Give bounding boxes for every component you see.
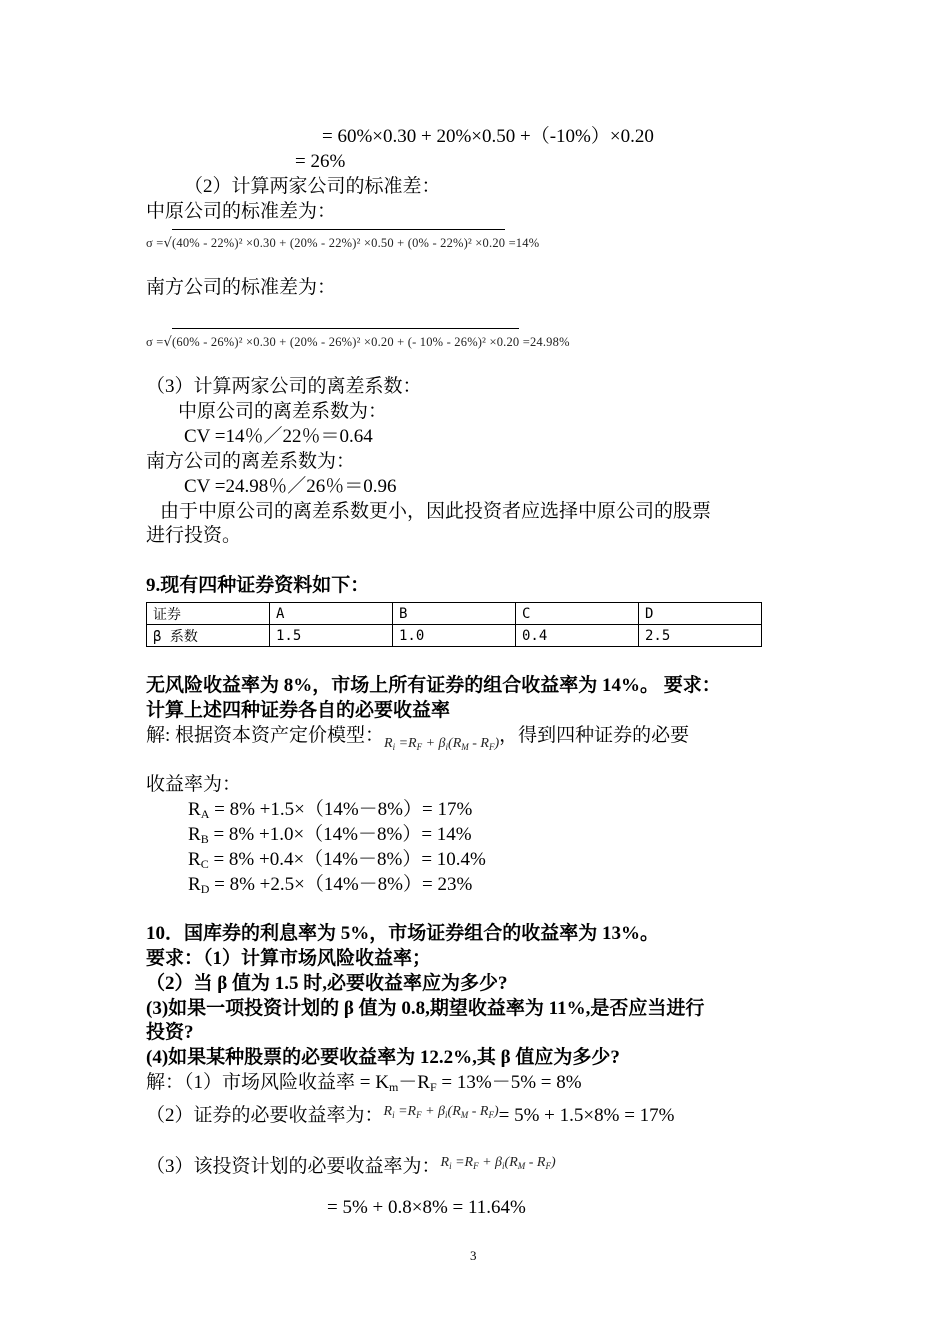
zhongyuan-cv-label: 中原公司的离差系数为： [178, 401, 388, 422]
q10-req-3: (3)如果一项投资计划的 β 值为 0.8,期望收益率为 11%,是否应当进行 [146, 998, 705, 1019]
q10-req-4: (4)如果某种股票的必要收益率为 12.2%,其 β 值应为多少? [146, 1047, 620, 1068]
beta-table [146, 602, 762, 647]
step-2-heading: （2）计算两家公司的标准差： [184, 176, 441, 197]
table-cell: C [516, 603, 639, 625]
q10-answer-2: （2）证券的必要收益率为：$^{R_i =R_F + \beta_i(R_M - R_F)}$= 5% + 1.5×8% = 17% [146, 1104, 675, 1126]
q9-solution-intro [146, 724, 689, 756]
table-cell: 0.4 [516, 625, 639, 647]
zhongyuan-cv-value: CV =14％／22％＝0.64 [184, 426, 373, 447]
q10-req-2: （2）当 β 值为 1.5 时,必要收益率应为多少? [146, 973, 508, 994]
q10-answer-3: （3）该投资计划的必要收益率为：$^{R_i =R_F + \beta_i(R_M - R_F)}$ [146, 1155, 556, 1177]
q9-heading: 9.现有四种证券资料如下： [146, 575, 370, 596]
nanfang-sd-radicand: (60% - 26%)² ×0.30 + (20% - 26%)² ×0.20 + (- 10% - 26%)² ×0.20 [172, 328, 519, 354]
table-row [147, 625, 762, 647]
table-cell: B [393, 603, 516, 625]
nanfang-sd-formula: σ =√(60% - 26%)² ×0.30 + (20% - 26%)² ×0.20 + (- 10% - 26%)² ×0.20 =24.98% [146, 328, 570, 355]
table-cell: 证券 [147, 603, 270, 625]
page-number: 3 [470, 1248, 477, 1263]
expected-return-line: = 60%×0.30 + 20%×0.50 +（-10%）×0.20 [322, 126, 654, 147]
table-cell: 2.5 [639, 625, 762, 647]
q10-req-1: 要求：（1）计算市场风险收益率； [146, 948, 432, 969]
required-return-d: $R_D = 8\% +2.5\times(14\%-8\%)= 23\%$ [188, 874, 473, 896]
table-cell: D [639, 603, 762, 625]
table-cell: 1.0 [393, 625, 516, 647]
expected-return-result: = 26% [295, 151, 346, 172]
required-return-a: $R_A = 8\% +1.5\times(14\%-8\%)= 17\%$ [188, 799, 473, 821]
q9-solution-tail: ，得到四种证券的必要 [499, 725, 690, 746]
q9-requirement: 计算上述四种证券各自的必要收益率 [146, 700, 451, 721]
q9-solution-continue: 收益率为： [146, 774, 242, 795]
q10-heading: 10．国库券的利息率为 5%，市场证券组合的收益率为 13%。 [146, 923, 660, 944]
nanfang-cv-value: CV =24.98％／26％＝0.96 [184, 476, 397, 497]
q10-answer-1: 解：（1）市场风险收益率 = $K_m-R_F = 13\%-5\% = 8\%$ [146, 1072, 582, 1094]
table-cell: β 系数 [147, 625, 270, 647]
table-cell: A [270, 603, 393, 625]
conclusion-line-1: 由于中原公司的离差系数更小，因此投资者应选择中原公司的股票 [160, 501, 712, 522]
nanfang-sd-label: 南方公司的标准差为： [146, 277, 337, 298]
capm-formula: Ri =RF + βi(RM - RF) [384, 736, 500, 752]
capm-formula: Ri =RF + βi(RM - RF) [383, 1104, 499, 1120]
q10-req-3-cont: 投资? [146, 1022, 194, 1043]
nanfang-sd-result: =24.98% [522, 335, 570, 349]
required-return-b: $R_B = 8\% +1.0\times(14\%-8\%)= 14\%$ [188, 824, 472, 846]
q9-condition: 无风险收益率为 8%，市场上所有证券的组合收益率为 14%。 要求： [146, 675, 721, 696]
step-3-heading: （3）计算两家公司的离差系数： [146, 376, 422, 397]
zhongyuan-sd-result: =14% [508, 236, 540, 250]
table-header-row [147, 603, 762, 625]
capm-formula: Ri =RF + βi(RM - RF) [440, 1155, 556, 1171]
zhongyuan-sd-label: 中原公司的标准差为： [146, 201, 337, 222]
q9-solution-text: 解: 根据资本资产定价模型： [146, 725, 385, 746]
zhongyuan-sd-radicand: (40% - 22%)² ×0.30 + (20% - 22%)² ×0.50 + (0% - 22%)² ×0.20 [172, 229, 505, 255]
conclusion-line-2: 进行投资。 [146, 525, 242, 546]
nanfang-cv-label: 南方公司的离差系数为： [146, 451, 356, 472]
zhongyuan-sd-formula: σ =√(40% - 22%)² ×0.30 + (20% - 22%)² ×0.50 + (0% - 22%)² ×0.20 =14% [146, 229, 539, 256]
q10-answer-3-result: = 5% + 0.8×8% = 11.64% [327, 1197, 526, 1218]
table-cell: 1.5 [270, 625, 393, 647]
required-return-c: $R_C = 8\% +0.4\times(14\%-8\%)= 10.4\%$ [188, 849, 486, 871]
